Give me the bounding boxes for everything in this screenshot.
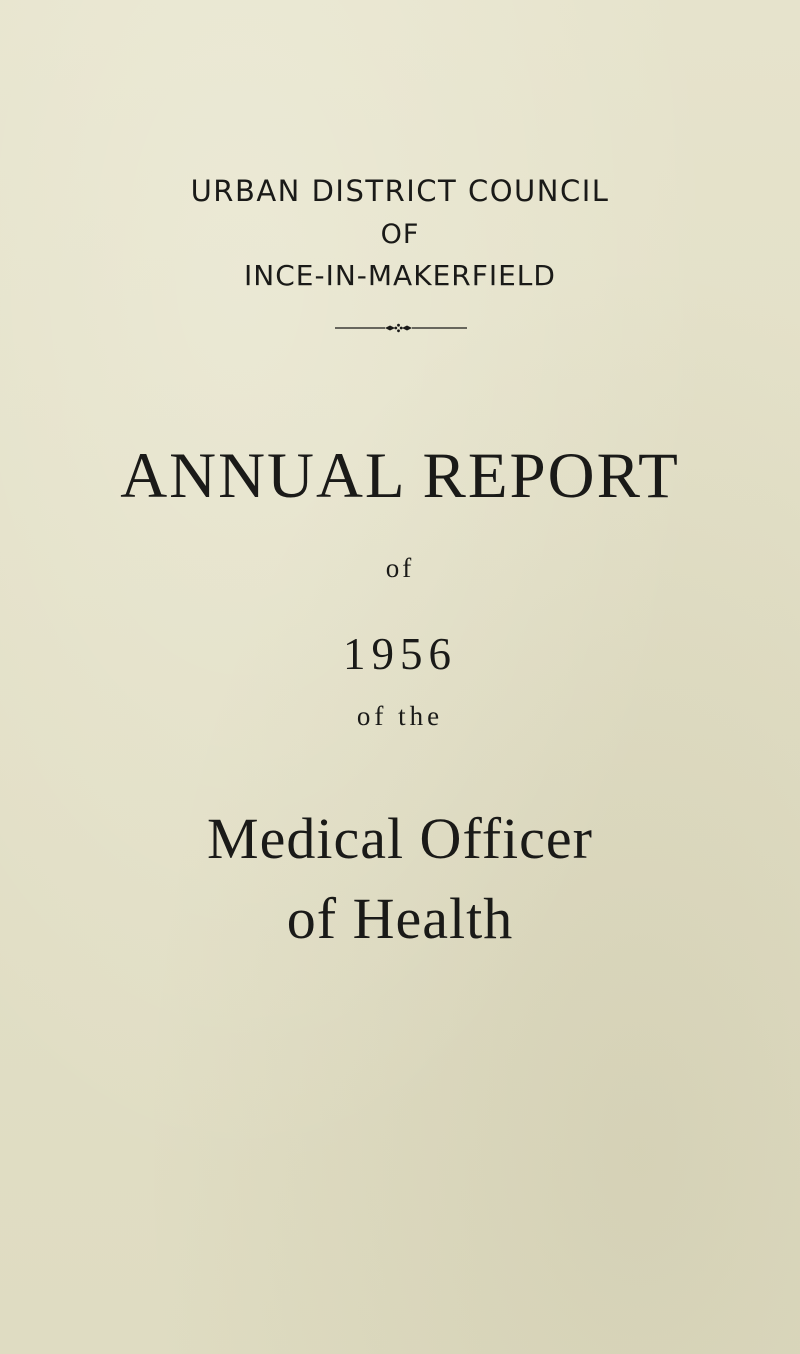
council-name: URBAN DISTRICT COUNCIL [190,174,610,208]
subject-line-1: Medical Officer [207,806,593,871]
of-label: of [385,553,415,583]
council-of-label: OF [380,219,420,250]
place-name: INCE-IN-MAKERFIELD [244,259,556,292]
divider-ornament-icon [335,322,467,334]
of-the-label: of the [356,701,444,731]
report-year: 1956 [343,629,457,679]
report-title: ANNUAL REPORT [120,440,680,512]
subject-line-2: of Health [286,886,514,951]
